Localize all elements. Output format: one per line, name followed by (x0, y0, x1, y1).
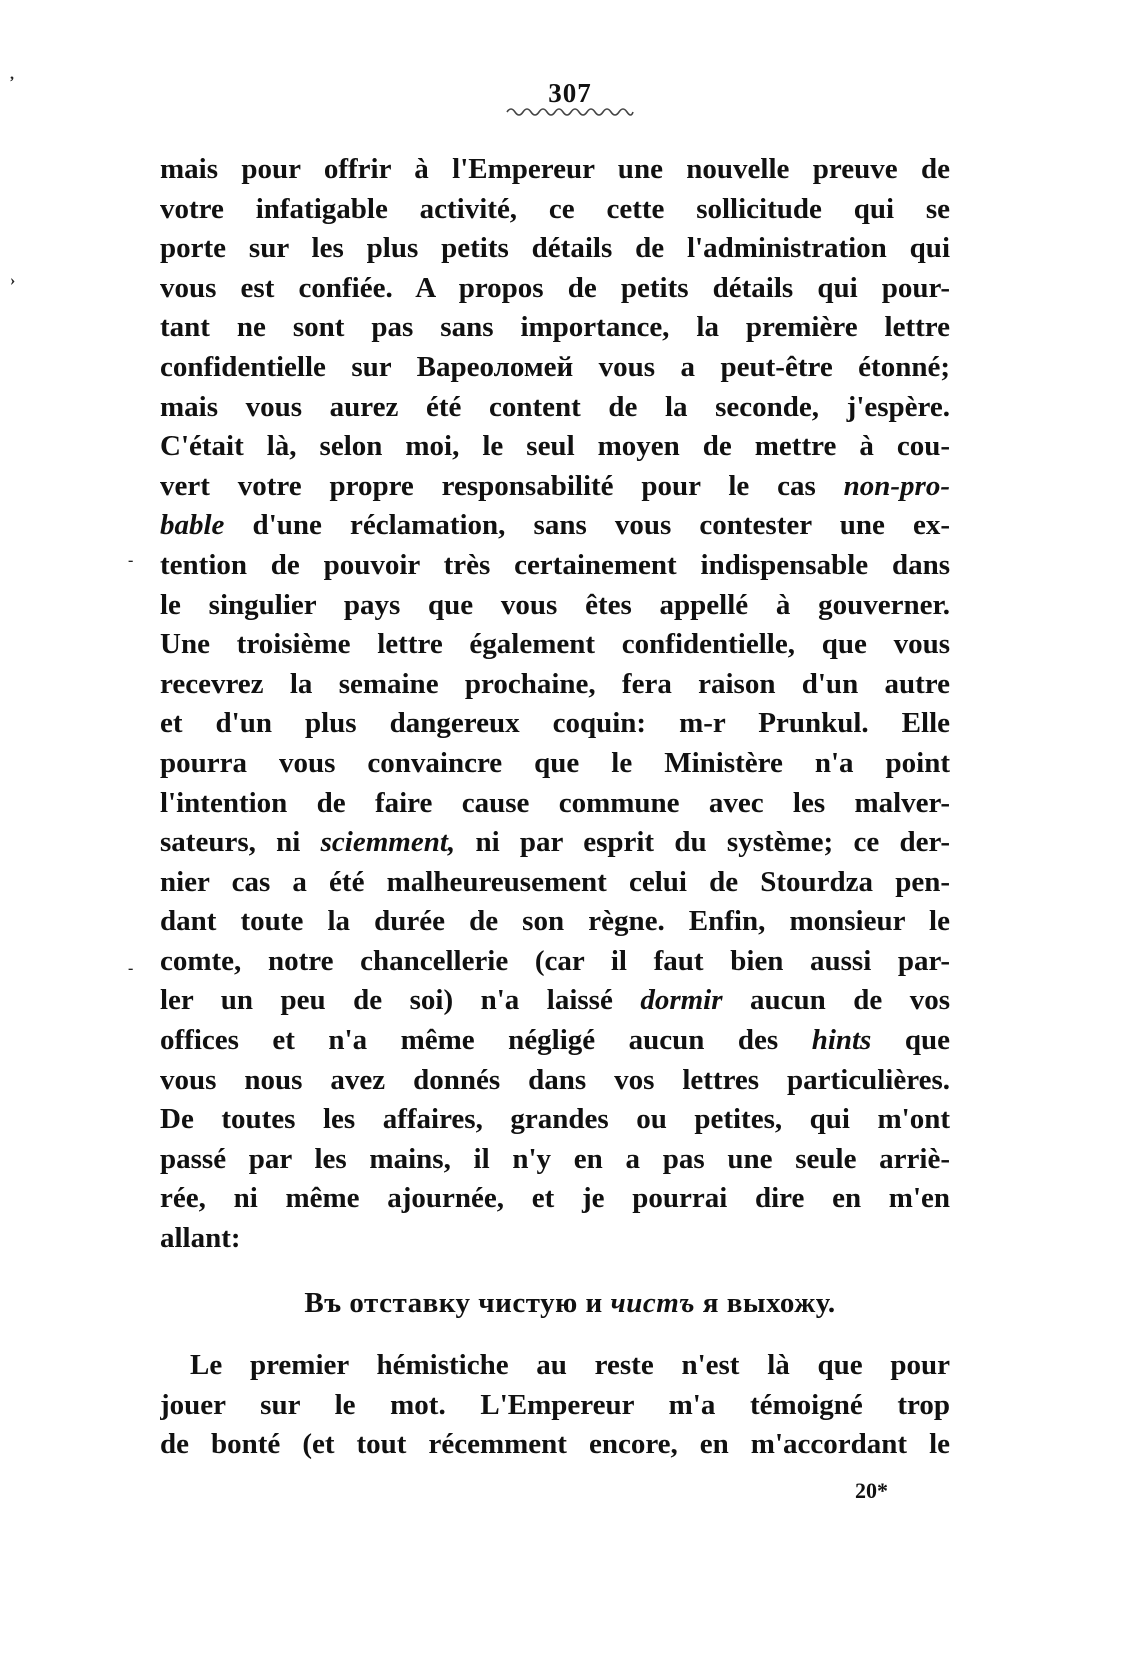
text-line: jouer sur le mot. L'Empereur m'a témoigné trop (160, 1388, 950, 1421)
main-paragraph (160, 150, 950, 1259)
text-line: tant ne sont pas sans importance, la première lettre (160, 311, 950, 344)
margin-speck: - (128, 960, 134, 977)
text-line: recevrez la semaine prochaine, fera raison d'un autre (160, 667, 950, 700)
verse-text-after: я выхожу. (695, 1287, 836, 1319)
text-line: rée, ni même ajournée, et je pourrai dire en m'en (160, 1182, 950, 1215)
text-line: ler un peu de soi) n'a laissé dormir aucun de vos (160, 984, 950, 1017)
text-line: comte, notre chancellerie (car il faut bien aussi par- (160, 944, 950, 977)
text-line: C'était là, selon moi, le seul moyen de mettre à cou- (160, 430, 950, 463)
text-line: passé par les mains, il n'y en a pas une seule arriè- (160, 1142, 950, 1175)
text-line: vous est confiée. A propos de petits détails qui pour- (160, 271, 950, 304)
margin-speck: - (128, 552, 134, 569)
margin-speck: › (10, 272, 16, 289)
text-line: tention de pouvoir très certainement indispensable dans (160, 548, 950, 581)
russian-verse (0, 1287, 1140, 1320)
italic-word: non-pro- (843, 469, 950, 502)
text-line: mais pour offrir à l'Empereur une nouvelle preuve de (160, 153, 950, 185)
text-line: le singulier pays que vous êtes appellé à gouverner. (160, 588, 950, 621)
italic-word: sciemment, (320, 826, 456, 859)
text-line: nier cas a été malheureusement celui de Stourdza pen- (160, 865, 950, 898)
text-line: dant toute la durée de son règne. Enfin, monsieur le (160, 905, 950, 938)
text-line: vous nous avez donnés dans vos lettres particulières. (160, 1063, 950, 1096)
italic-word: dormir (640, 984, 723, 1017)
text-line: offices et n'a même négligé aucun des hints que (160, 1024, 950, 1057)
text-line: l'intention de faire cause commune avec les malver- (160, 786, 950, 819)
signature-mark: 20* (855, 1478, 888, 1503)
ornament-rule (505, 104, 635, 118)
italic-word: hints (811, 1024, 872, 1057)
text-line: pourra vous convaincre que le Ministère n'a point (160, 746, 950, 779)
text-line: Une troisième lettre également confidentielle, que vous (160, 628, 950, 661)
text-line: Le premier hémistiche au reste n'est là que pour (190, 1349, 950, 1381)
text-line: confidentielle sur Вареоломей vous a peut-être étonné; (160, 350, 950, 383)
text-line: sateurs, ni sciemment, ni par esprit du système; ce der- (160, 826, 950, 859)
text-line: et d'un plus dangereux coquin: m-r Prunkul. Elle (160, 707, 950, 740)
verse-text-before: Въ отставку чистую и (304, 1287, 611, 1319)
italic-word: bable (160, 509, 225, 542)
text-line: porte sur les plus petits détails de l'administration qui (160, 232, 950, 265)
closing-paragraph (160, 1346, 950, 1465)
text-line: De toutes les affaires, grandes ou petites, qui m'ont (160, 1103, 950, 1136)
text-line: de bonté (et tout récemment encore, en m'accordant le (160, 1428, 950, 1461)
page-number: 307 (548, 78, 592, 108)
text-line: allant: (160, 1222, 241, 1255)
text-line: votre infatigable activité, ce cette sollicitude qui se (160, 192, 950, 225)
text-line: mais vous aurez été content de la seconde, j'espère. (160, 390, 950, 423)
margin-speck: , (10, 66, 14, 83)
text-line: vert votre propre responsabilité pour le cas non-pro- (160, 469, 950, 502)
verse-text-italic: чистъ (610, 1287, 696, 1319)
text-line: bable d'une réclamation, sans vous contester une ex- (160, 509, 950, 542)
